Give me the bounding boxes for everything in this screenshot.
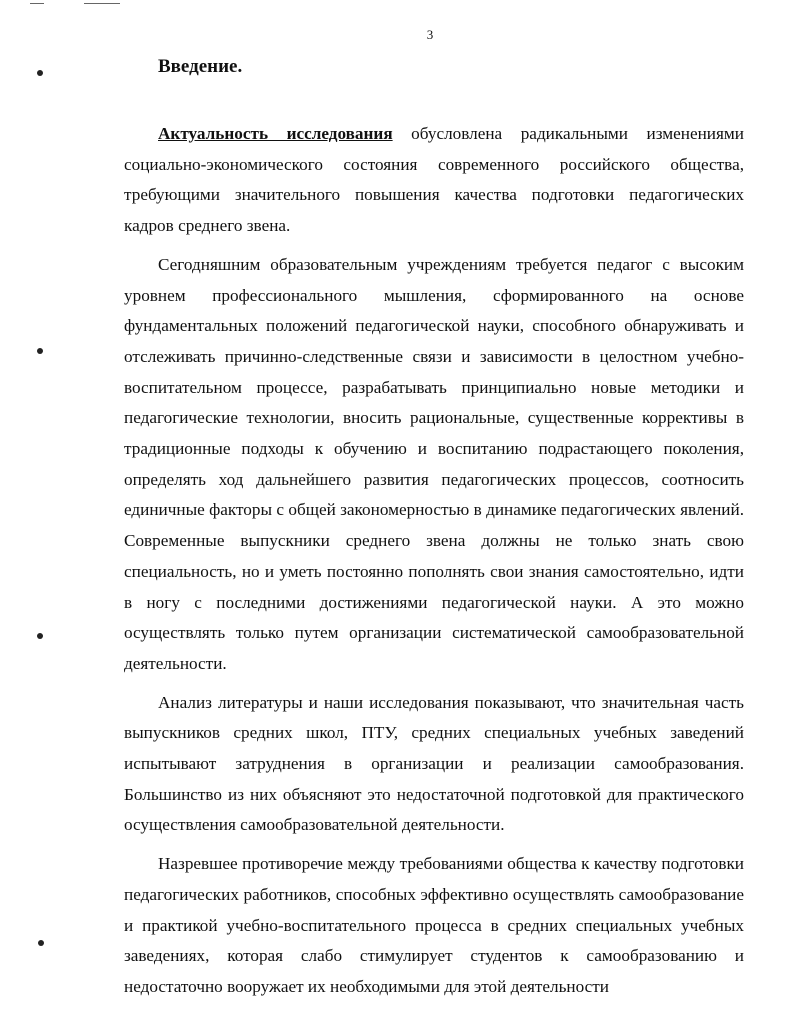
page-number: 3 [426,27,434,42]
document-body [124,119,744,1011]
binding-hole-mark [37,348,43,354]
binding-hole-mark [37,70,43,76]
paragraph: Назревшее противоречие между требованиями общества к качеству подготовки педагогических работников, способных эффективно осуществлять самообразование и практикой учебно-воспитательного процесса в средних специальных учебных заведениях, которая слабо стимулирует студентов к самообразованию и недостаточно вооружает их необходимыми для этой деятельности [124,854,744,996]
paragraph-text: обусловлена радикальными изменениями социально-экономического состояния современного российского общества, требующими значительного повышения качества подготовки педагогических кадров среднего звена. [124,124,744,236]
paragraph-relevance [124,119,744,242]
paragraph: Анализ литературы и наши исследования показывают, что значительная часть выпускников средних школ, ПТУ, средних специальных учебных заведений испытывают затруднения в организации и реализации самообразования. Большинство из них объясняют это недостаточной подготовкой для практического осуществления самообразовательной деятельности. [124,692,744,835]
page-title: Введение. [158,56,243,77]
binding-hole-mark [38,940,44,946]
relevance-term: Актуальность исследования [158,124,393,143]
paragraph: Сегодняшним образовательным учреждениям требуется педагог с высоким уровнем профессионального мышления, сформированного на основе фундаментальных положений педагогической науки, способного обнаруживать и отслеживать причинно-следственные связи и зависимости в целостном учебно-воспитательном процессе, разрабатывать принципиально новые методики и педагогические технологии, вносить рациональные, существенные коррективы в традиционные подходы к обучению и воспитанию подрастающего поколения, определять ход дальнейшего развития педагогических процессов, соотносить единичные факторы с общей закономерностью в динамике педагогических явлений. Современные выпускники среднего звена должны не только знать свою специальность, но и уметь постоянно пополнять свои знания самостоятельно, идти в ногу с последними достижениями педагогической науки. А это можно осуществлять только путем организации систематической самообразовательной деятельности. [124,254,744,673]
binding-hole-mark [37,633,43,639]
scan-edge-mark [30,3,44,4]
scan-edge-mark [84,3,120,4]
